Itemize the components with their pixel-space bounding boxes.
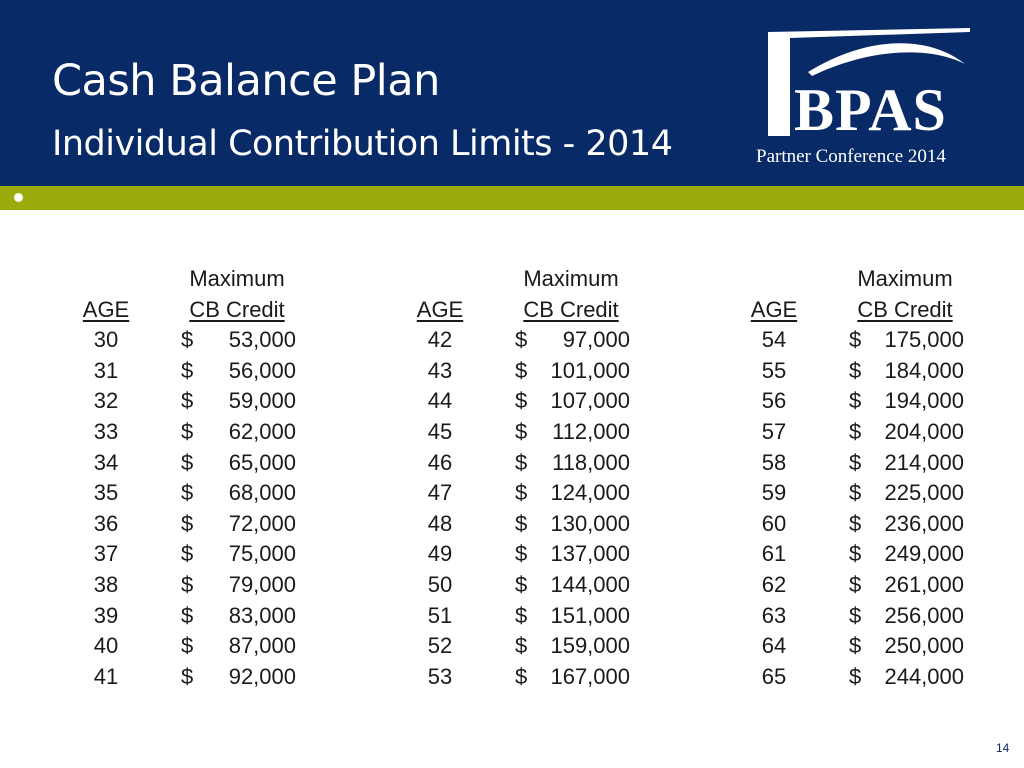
currency-symbol: $	[515, 327, 528, 353]
currency-symbol: $	[181, 633, 194, 659]
bullet-point	[14, 193, 23, 202]
currency-symbol: $	[515, 602, 528, 628]
amount-cell: 167,000	[550, 663, 630, 689]
amount-cell: 101,000	[550, 357, 630, 383]
amount-cell: 62,000	[228, 418, 296, 444]
age-cell: 45	[427, 418, 453, 444]
amount-cell: 65,000	[228, 449, 296, 475]
amount-cell: 107,000	[550, 388, 630, 414]
currency-symbol: $	[181, 571, 194, 597]
header-maximum: Maximum	[857, 266, 953, 291]
header-banner	[0, 0, 1024, 186]
amount-cell: 59,000	[228, 388, 296, 414]
amount-cell: 184,000	[884, 357, 964, 383]
age-cell: 39	[93, 602, 119, 628]
currency-symbol: $	[181, 510, 194, 536]
header-maximum: Maximum	[523, 266, 619, 291]
currency-symbol: $	[181, 418, 194, 444]
age-cell: 63	[761, 602, 787, 628]
age-cell: 40	[93, 633, 119, 659]
age-cell: 30	[93, 327, 119, 353]
age-cell: 60	[761, 510, 787, 536]
amount-cell: 53,000	[228, 327, 296, 353]
header-age: AGE	[82, 296, 130, 322]
amount-cell: 75,000	[228, 541, 296, 567]
amount-cell: 83,000	[228, 602, 296, 628]
amount-cell: 214,000	[884, 449, 964, 475]
header-age: AGE	[750, 296, 798, 322]
amount-cell: 144,000	[550, 571, 630, 597]
currency-symbol: $	[849, 571, 862, 597]
age-cell: 55	[761, 357, 787, 383]
currency-symbol: $	[849, 449, 862, 475]
currency-symbol: $	[181, 663, 194, 689]
currency-symbol: $	[181, 449, 194, 475]
currency-symbol: $	[849, 510, 862, 536]
amount-cell: 87,000	[228, 633, 296, 659]
currency-symbol: $	[515, 449, 528, 475]
age-cell: 62	[761, 571, 787, 597]
age-cell: 35	[93, 480, 119, 506]
age-cell: 32	[93, 388, 119, 414]
age-cell: 37	[93, 541, 119, 567]
age-cell: 65	[761, 663, 787, 689]
currency-symbol: $	[515, 418, 528, 444]
age-cell: 50	[427, 571, 453, 597]
age-cell: 41	[93, 663, 119, 689]
age-cell: 34	[93, 449, 119, 475]
currency-symbol: $	[515, 357, 528, 383]
amount-cell: 56,000	[228, 357, 296, 383]
currency-symbol: $	[849, 633, 862, 659]
header-maximum: Maximum	[189, 266, 285, 291]
currency-symbol: $	[849, 388, 862, 414]
amount-cell: 261,000	[884, 571, 964, 597]
currency-symbol: $	[515, 388, 528, 414]
amount-cell: 118,000	[552, 449, 630, 475]
conference-label: Partner Conference 2014	[756, 146, 946, 167]
amount-cell: 72,000	[228, 510, 296, 536]
currency-symbol: $	[515, 633, 528, 659]
currency-symbol: $	[849, 327, 862, 353]
age-cell: 43	[427, 357, 453, 383]
slide-title: Cash Balance Plan	[52, 56, 440, 106]
age-cell: 57	[761, 418, 787, 444]
header-cb-credit: CB Credit	[189, 296, 285, 322]
currency-symbol: $	[181, 602, 194, 628]
page-number: 14	[996, 741, 1010, 755]
currency-symbol: $	[849, 418, 862, 444]
age-cell: 47	[427, 480, 453, 506]
age-cell: 59	[761, 480, 787, 506]
currency-symbol: $	[515, 480, 528, 506]
header-cb-credit: CB Credit	[523, 296, 619, 322]
accent-bar	[0, 186, 1024, 210]
header-age: AGE	[416, 296, 464, 322]
currency-symbol: $	[849, 480, 862, 506]
amount-cell: 194,000	[884, 388, 964, 414]
currency-symbol: $	[515, 510, 528, 536]
amount-cell: 159,000	[550, 633, 630, 659]
age-cell: 42	[427, 327, 453, 353]
amount-cell: 130,000	[550, 510, 630, 536]
amount-cell: 256,000	[884, 602, 964, 628]
age-cell: 58	[761, 449, 787, 475]
age-cell: 33	[93, 418, 119, 444]
amount-cell: 97,000	[562, 327, 630, 353]
amount-cell: 225,000	[884, 480, 964, 506]
currency-symbol: $	[849, 357, 862, 383]
amount-cell: 68,000	[228, 480, 296, 506]
age-cell: 56	[761, 388, 787, 414]
slide-subtitle: Individual Contribution Limits - 2014	[52, 124, 673, 164]
age-cell: 51	[427, 602, 453, 628]
amount-cell: 124,000	[550, 480, 630, 506]
currency-symbol: $	[515, 541, 528, 567]
age-cell: 38	[93, 571, 119, 597]
age-cell: 48	[427, 510, 453, 536]
currency-symbol: $	[515, 663, 528, 689]
header-cb-credit: CB Credit	[857, 296, 953, 322]
amount-cell: 112,000	[552, 418, 630, 444]
currency-symbol: $	[849, 663, 862, 689]
age-cell: 36	[93, 510, 119, 536]
currency-symbol: $	[515, 571, 528, 597]
amount-cell: 250,000	[884, 633, 964, 659]
amount-cell: 79,000	[228, 571, 296, 597]
amount-cell: 204,000	[884, 418, 964, 444]
currency-symbol: $	[849, 541, 862, 567]
currency-symbol: $	[181, 327, 194, 353]
age-cell: 44	[427, 388, 453, 414]
amount-cell: 236,000	[884, 510, 964, 536]
currency-symbol: $	[181, 541, 194, 567]
currency-symbol: $	[181, 357, 194, 383]
amount-cell: 137,000	[550, 541, 630, 567]
amount-cell: 175,000	[884, 327, 964, 353]
age-cell: 46	[427, 449, 453, 475]
age-cell: 64	[761, 633, 787, 659]
amount-cell: 244,000	[884, 663, 964, 689]
age-cell: 49	[427, 541, 453, 567]
logo-text: BPAS	[794, 77, 947, 143]
currency-symbol: $	[181, 388, 194, 414]
amount-cell: 92,000	[228, 663, 296, 689]
currency-symbol: $	[181, 480, 194, 506]
age-cell: 53	[427, 663, 453, 689]
amount-cell: 249,000	[884, 541, 964, 567]
age-cell: 54	[761, 327, 787, 353]
amount-cell: 151,000	[550, 602, 630, 628]
age-cell: 52	[427, 633, 453, 659]
age-cell: 61	[761, 541, 787, 567]
age-cell: 31	[93, 357, 119, 383]
currency-symbol: $	[849, 602, 862, 628]
